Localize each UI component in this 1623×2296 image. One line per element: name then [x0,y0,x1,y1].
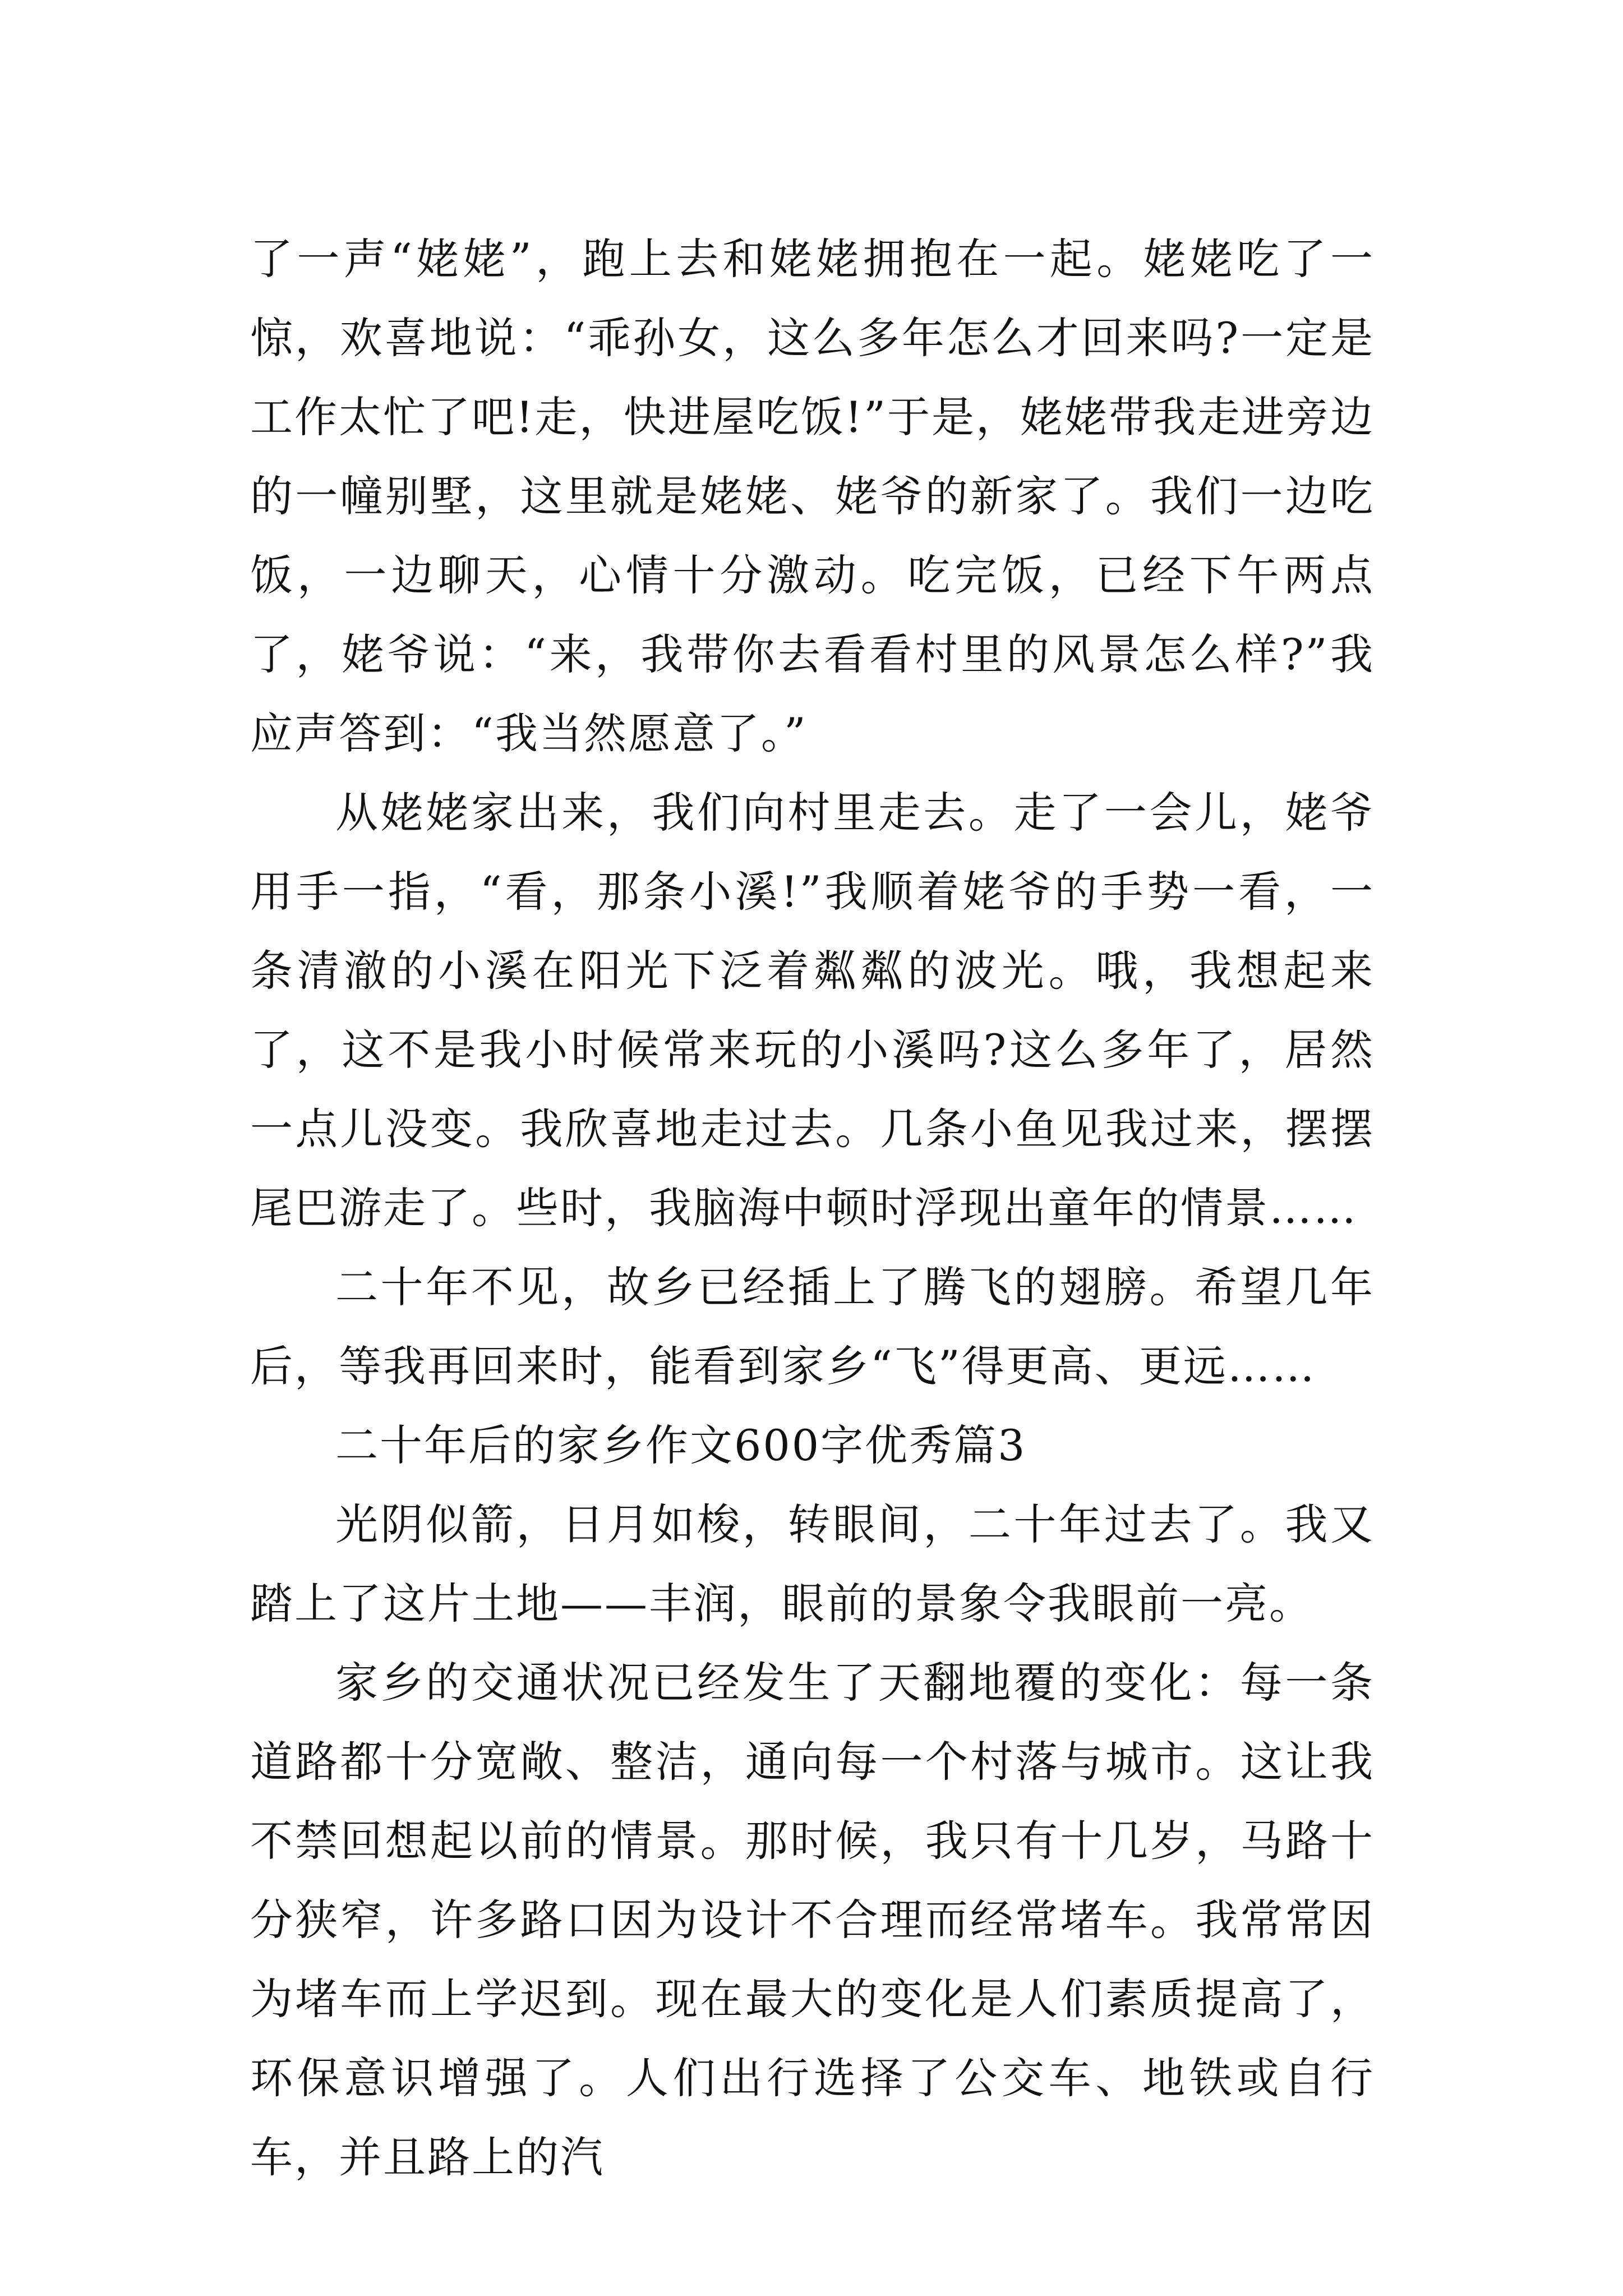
paragraph: 从姥姥家出来，我们向村里走去。走了一会儿，姥爷用手一指，“看，那条小溪!”我顺着姥爷的手势一看，一条清澈的小溪在阳光下泛着粼粼的波光。哦，我想起来了，这不是我小时候常来玩的小溪吗?这么多年了，居然一点儿没变。我欣喜地走过去。几条小鱼见我过来，摆摆尾巴游走了。些时，我脑海中顿时浮现出童年的情景…… [250,788,1375,1233]
document-body [250,219,1375,2197]
paragraph: 家乡的交通状况已经发生了天翻地覆的变化：每一条道路都十分宽敞、整洁，通向每一个村落与城市。这让我不禁回想起以前的情景。那时候，我只有十几岁，马路十分狭窄，许多路口因为设计不合理而经常堵车。我常常因为堵车而上学迟到。现在最大的变化是人们素质提高了，环保意识增强了。人们出行选择了公交车、地铁或自行车，并且路上的汽 [250,1658,1375,2182]
paragraph-continued: 了一声“姥姥”，跑上去和姥姥拥抱在一起。姥姥吃了一惊，欢喜地说：“乖孙女，这么多年怎么才回来吗?一定是工作太忙了吧!走，快进屋吃饭!”于是，姥姥带我走进旁边的一幢别墅，这里就是姥姥、姥爷的新家了。我们一边吃饭，一边聊天，心情十分激动。吃完饭，已经下午两点了，姥爷说：“来，我带你去看看村里的风景怎么样?”我应声答到：“我当然愿意了。” [250,234,1375,758]
paragraph: 光阴似箭，日月如梭，转眼间，二十年过去了。我又踏上了这片土地——丰润，眼前的景象令我眼前一亮。 [250,1499,1375,1628]
paragraph: 二十年不见，故乡已经插上了腾飞的翅膀。希望几年后，等我再回来时，能看到家乡“飞”得更高、更远…… [250,1262,1375,1391]
section-heading: 二十年后的家乡作文600字优秀篇3 [335,1420,1027,1470]
